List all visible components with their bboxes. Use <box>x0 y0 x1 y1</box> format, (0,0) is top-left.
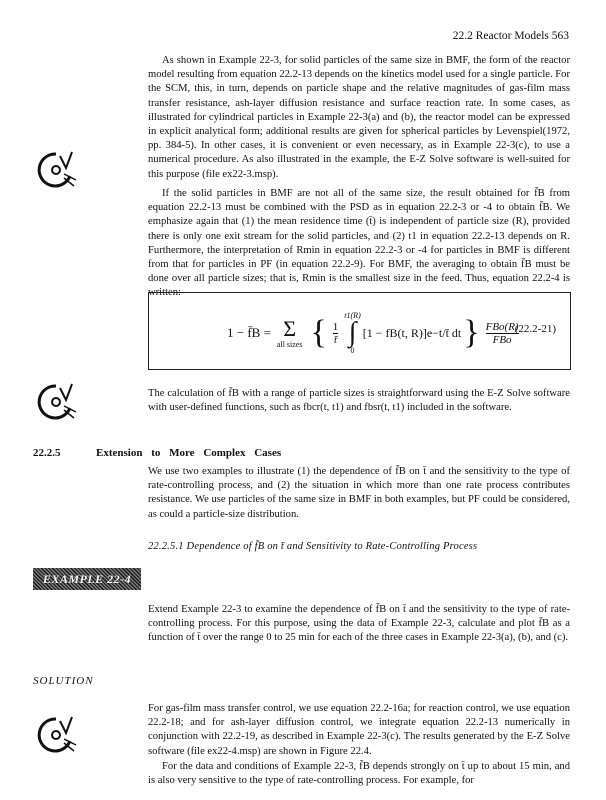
paragraph-psd-averaging: If the solid particles in BMF are not all of the same size, the result obtained for f̄B from equation 22.2-13 must be combined with the PSD as in equation 22.2-3 or -4 to obtain f̄B. We emphasize again that (1) the mean residence time (t̄) is independent of particle size (R), provided there is only one exit stream for the solid particles, and (2) t1 in equation 22.2-13 depends on R. Furthermore, the interpretation of Rmin in equation 22.2-3 or -4 for particles in BMF is different from that for particles in PF (in equation 22.2-9). For BMF, the averaging to obtain f̄B must be done over all particle sizes; that is, Rmin is the smallest size in the feed. Thus, equation 22.2-4 is written: <box>148 188 570 299</box>
cd-rom-icon <box>36 382 78 422</box>
section-number: 22.2.5 <box>33 447 61 459</box>
paragraph-solution: For gas-film mass transfer control, we use equation 22.2-16a; for reaction control, we use equation 22.2-18; and for ash-layer diffusion control, we integrate equation 22.2-13 numerically in conjunction with 22.2-19, as described in Example 22-3(c). The results generated by the E-Z Solve software (file ex22-4.msp) are shown in Figure 22.4. <box>148 703 570 757</box>
equation-22-2-21 <box>227 307 523 359</box>
right-brace: } <box>463 314 480 351</box>
integral: t1(R) ∫ 0 <box>344 311 361 355</box>
summation <box>276 315 303 349</box>
equation-lhs: 1 − f̄B = <box>227 325 271 340</box>
equation-number: (22.2-21) <box>514 323 556 335</box>
paragraph-example-statement: Extend Example 22-3 to examine the dependence of f̄B on t̄ and the sensitivity to the type of rate-controlling process. For this purpose, using the data of Example 22-3, calculate and plot f̄B as a function of t̄ over the range 0 to 25 min for each of the three cases in Example 22-3(a), (b), and (c). <box>148 604 570 644</box>
paragraph-solution-continued: For the data and conditions of Example 22-3, f̄B depends strongly on t̄ up to about 15 min, and is also very sensitive to the type of rate-controlling process. For example, for <box>148 761 570 787</box>
paragraph-ez-solve: The calculation of f̄B with a range of particle sizes is straightforward using the E-Z Solve software with user-defined functions, such as fbcr(t, t1) and fbsr(t, t1) included in the software. <box>148 388 570 414</box>
running-header: 22.2 Reactor Models 563 <box>452 30 569 42</box>
sum-range: all sizes <box>276 339 303 349</box>
example-banner: EXAMPLE 22-4 <box>33 568 141 590</box>
cd-rom-icon <box>36 150 78 190</box>
cd-rom-icon <box>36 715 78 755</box>
equation-box <box>148 292 571 370</box>
psd-fraction: $\frac{\text{FBo(R)}}{\text{FBo}}$ <box>485 320 519 346</box>
subsection-heading: 22.2.5.1 Dependence of f̄B on t̄ and Sensitivity to Rate-Controlling Process <box>148 541 478 552</box>
paragraph-scm-forms: As shown in Example 22-3, for solid particles of the same size in BMF, the form of the reactor model resulting from equation 22.2-13 depends on the kinetics model used for a single particle. For the SCM, this, in turn, depends on particle shape and the relative magnitudes of gas-film mass transfer resistance, ash-layer diffusion resistance and surface reaction rate. In some cases, as illustrated for cylindrical particles in Example 22-3(a) and (b), the reactor model can be expressed in explicit analytical form; additional results are given for spherical particles by Levenspiel(1972, pp. 384-5). In other cases, it is convenient or even necessary, as in Example 22-3(c), to use a numerical procedure. As also illustrated in the example, the E-Z Solve software is well-suited for this purpose (file ex22-3.msp). <box>148 55 570 180</box>
section-title: Extension to More Complex Cases <box>96 447 282 459</box>
left-brace: { <box>310 314 327 351</box>
section-heading <box>33 447 281 459</box>
sigma-symbol: Σ <box>283 315 297 341</box>
solution-label: SOLUTION <box>33 675 94 687</box>
paragraph-two-examples: We use two examples to illustrate (1) the dependence of f̄B on t̄ and the sensitivity to the type of rate-controlling process, and (2) the situation in which more than one rate process contributes resistance. We use particles of the same size in BMF in both examples, but PF could be considered, as could a particle-size distribution. <box>148 466 570 520</box>
reciprocal-mean-time: $\frac{1}{t̄}$ <box>332 320 339 346</box>
integrand: [1 − fB(t, R)]e−t/t̄ dt <box>362 325 462 340</box>
